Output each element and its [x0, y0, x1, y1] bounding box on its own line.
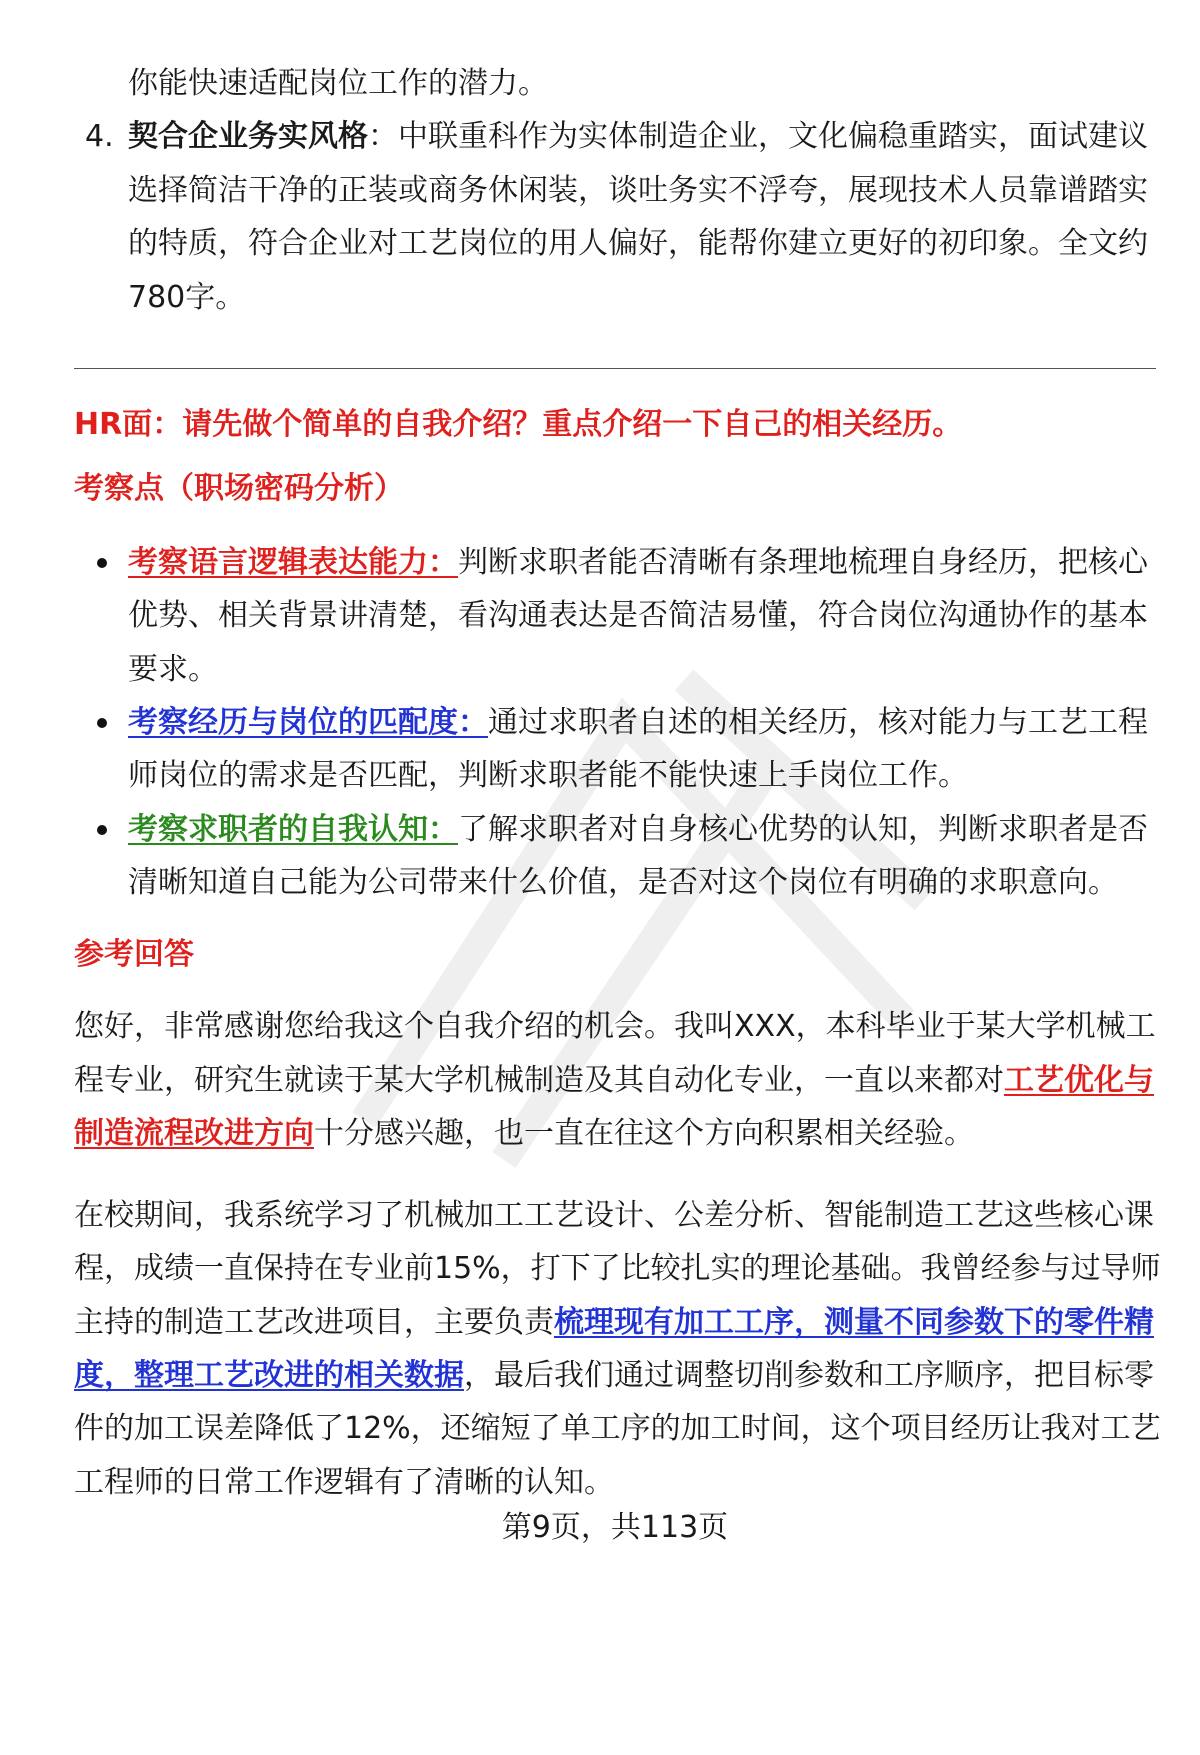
bullet-text: 了解求职者对自身核心优势的认知，判断求职者是否: [458, 812, 1148, 847]
answer-text: 您好，非常感谢您给我这个自我介绍的机会。我叫XXX，本科毕业于某大学机械工: [74, 1009, 1156, 1044]
answer-text: 程专业，研究生就读于某大学机械制造及其自动化专业，一直以来都对: [74, 1063, 1004, 1098]
answer-heading: 参考回答: [74, 937, 194, 972]
bullet-item: [128, 543, 1148, 583]
answer-text: 十分感兴趣，也一直在往这个方向积累相关经验。: [314, 1116, 974, 1151]
answer-text-line: [74, 1114, 974, 1154]
list-item-text: 的特质，符合企业对工艺岗位的用人偏好，能帮你建立更好的初印象。全文约: [128, 226, 1148, 261]
answer-text: 在校期间，我系统学习了机械加工工艺设计、公差分析、智能制造工艺这些核心课: [74, 1198, 1154, 1233]
prev-paragraph-line: 你能快速适配岗位工作的潜力。: [128, 66, 548, 101]
question-heading: HR面：请先做个简单的自我介绍？重点介绍一下自己的相关经历。: [74, 407, 963, 442]
answer-text-line: [74, 1356, 1154, 1396]
answer-text: 主持的制造工艺改进项目，主要负责: [74, 1305, 554, 1340]
section-divider: [74, 368, 1156, 369]
answer-text: ，最后我们通过调整切削参数和工序顺序，把目标零: [464, 1358, 1154, 1393]
answer-text: 程，成绩一直保持在专业前15%，打下了比较扎实的理论基础。我曾经参与过导师: [74, 1251, 1161, 1286]
bullet-text: 通过求职者自述的相关经历，核对能力与工艺工程: [488, 705, 1148, 740]
answer-text-line: [74, 1061, 1154, 1101]
answer-text: 件的加工误差降低了12%，还缩短了单工序的加工时间，这个项目经历让我对工艺: [74, 1411, 1161, 1446]
bullet-title: 考察经历与岗位的匹配度：: [128, 705, 488, 740]
answer-text: 工程师的日常工作逻辑有了清晰的认知。: [74, 1465, 614, 1500]
list-number: 4.: [85, 119, 114, 154]
bullet-text: 优势、相关背景讲清楚，看沟通表达是否简洁易懂，符合岗位沟通协作的基本: [128, 598, 1148, 633]
list-item-text: 选择简洁干净的正装或商务休闲装，谈吐务实不浮夸，展现技术人员靠谱踏实: [128, 173, 1148, 208]
highlight-text: 梳理现有加工工序，测量不同参数下的零件精: [554, 1305, 1154, 1340]
bullet-text: 清晰知道自己能为公司带来什么价值，是否对这个岗位有明确的求职意向。: [128, 865, 1118, 900]
bullet-dot: [97, 825, 107, 835]
document-page: [74, 0, 1161, 1755]
list-item-text: 780字。: [128, 280, 246, 315]
analysis-heading: 考察点（职场密码分析）: [74, 471, 404, 506]
bullet-dot: [97, 558, 107, 568]
list-item-text: ：中联重科作为实体制造企业，文化偏稳重踏实，面试建议: [368, 119, 1148, 154]
bullet-text: 要求。: [128, 652, 218, 687]
answer-text-line: [74, 1303, 1154, 1343]
page-footer: 第9页，共113页: [501, 1510, 729, 1545]
bullet-text: 判断求职者能否清晰有条理地梳理自身经历，把核心: [458, 545, 1148, 580]
highlight-text: 工艺优化与: [1004, 1063, 1154, 1098]
bullet-text: 师岗位的需求是否匹配，判断求职者能不能快速上手岗位工作。: [128, 758, 968, 793]
bullet-item: [128, 703, 1148, 743]
highlight-text: 度，整理工艺改进的相关数据: [74, 1358, 464, 1393]
highlight-text: 制造流程改进方向: [74, 1116, 314, 1151]
bullet-title: 考察语言逻辑表达能力：: [128, 545, 458, 580]
bullet-dot: [97, 718, 107, 728]
bullet-title: 考察求职者的自我认知：: [128, 812, 458, 847]
bullet-item: [128, 810, 1148, 850]
list-item-title: 契合企业务实风格: [128, 119, 368, 154]
